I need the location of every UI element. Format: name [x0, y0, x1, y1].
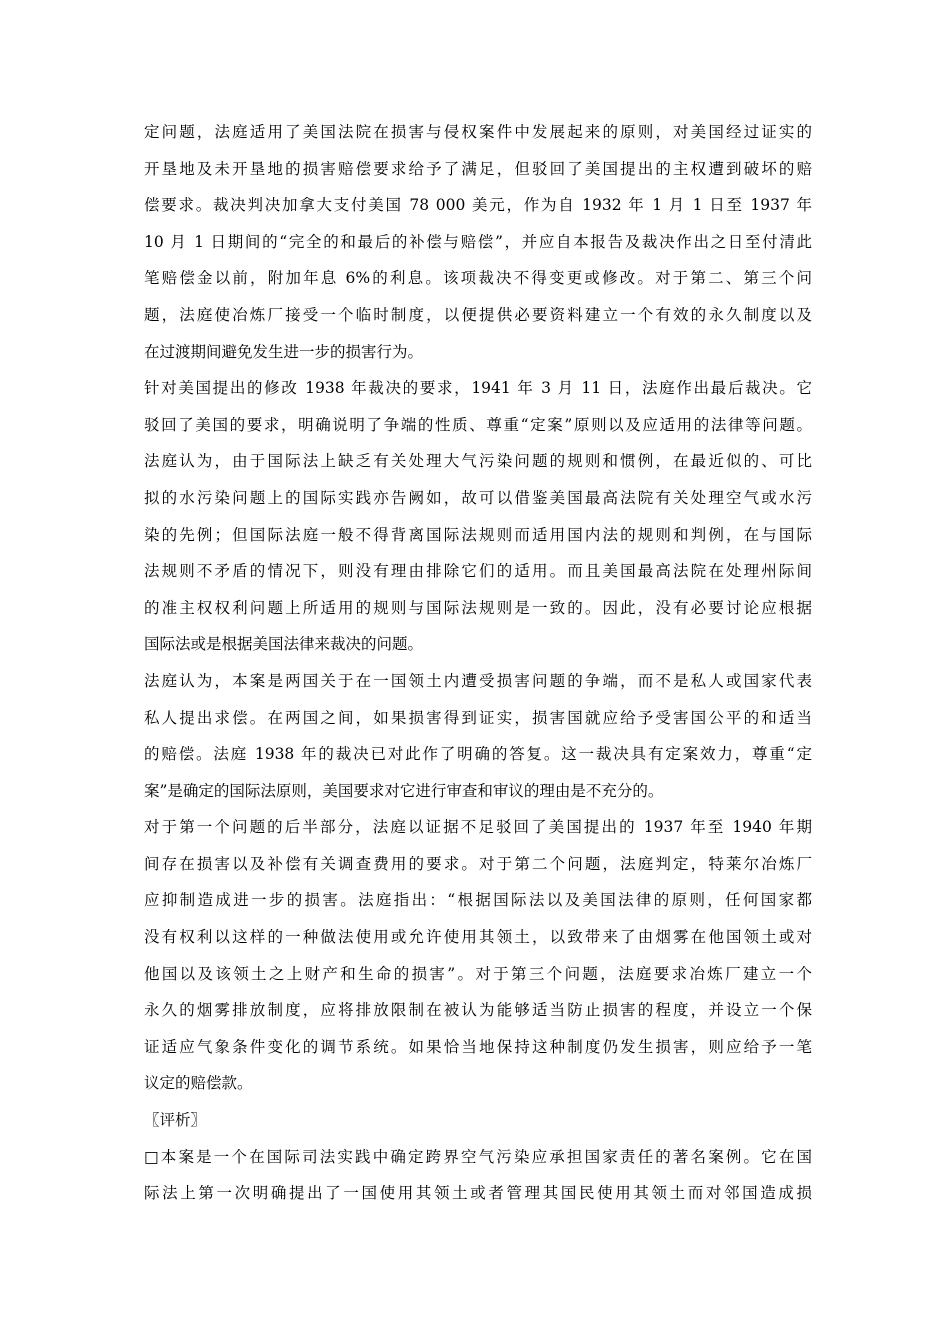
- text-line: 法庭认为，由于国际法上缺乏有关处理大气污染问题的规则和惯例，在最近似的、可比: [144, 452, 812, 471]
- text-line: 的准主权权利问题上所适用的规则与国际法规则是一致的。因此，没有必要讨论应根据: [144, 598, 812, 617]
- text-line: 法庭认为，本案是两国关于在一国领土内遭受损害问题的争端，而不是私人或国家代表: [144, 671, 812, 690]
- text-line: 间存在损害以及补偿有关调查费用的要求。对于第二个问题，法庭判定，特莱尔冶炼厂: [144, 854, 812, 873]
- text-line: 他国以及该领土之上财产和生命的损害”。对于第三个问题，法庭要求冶炼厂建立一个: [144, 964, 812, 983]
- text-line: 驳回了美国的要求，明确说明了争端的性质、尊重“定案”原则以及应适用的法律等问题。: [144, 415, 812, 434]
- document-body: [144, 114, 812, 1212]
- text-line: 案”是确定的国际法原则，美国要求对它进行审查和审议的理由是不充分的。: [144, 781, 664, 800]
- section-heading: 〖评析〗: [144, 1111, 207, 1130]
- text-line: 对于第一个问题的后半部分，法庭以证据不足驳回了美国提出的 1937 年至 1940 年期: [144, 818, 812, 837]
- text-line: 法规则不矛盾的情况下，则没有理由排除它们的适用。而且美国最高法院在处理州际间: [144, 562, 812, 581]
- text-line: □本案是一个在国际司法实践中确定跨界空气污染应承担国家责任的著名案例。它在国: [144, 1147, 812, 1166]
- text-line: 的赔偿。法庭 1938 年的裁决已对此作了明确的答复。这一裁决具有定案效力，尊重“定: [144, 745, 812, 764]
- text-line: 议定的赔偿款。: [144, 1074, 253, 1093]
- text-line: 偿要求。裁决判决加拿大支付美国 78 000 美元，作为自 1932 年 1 月 1 日至 1937 年: [144, 196, 812, 215]
- text-line: 应抑制造成进一步的损害。法庭指出：“根据国际法以及美国法律的原则，任何国家都: [144, 891, 812, 910]
- text-line: 证适应气象条件变化的调节系统。如果恰当地保持这种制度仍发生损害，则应给予一笔: [144, 1037, 812, 1056]
- text-line: 定问题，法庭适用了美国法院在损害与侵权案件中发展起来的原则，对美国经过证实的: [144, 123, 812, 141]
- text-line: 10 月 1 日期间的“完全的和最后的补偿与赔偿”，并应自本报告及裁决作出之日至付清此: [144, 232, 812, 251]
- text-line: 笔赔偿金以前，附加年息 6%的利息。该项裁决不得变更或修改。对于第二、第三个问: [144, 269, 812, 288]
- text-line: 没有权利以这样的一种做法使用或允许使用其领土，以致带来了由烟雾在他国领土或对: [144, 928, 812, 947]
- text-line: 染的先例；但国际法庭一般不得背离国际法规则而适用国内法的规则和判例，在与国际: [144, 525, 812, 544]
- text-line: 拟的水污染问题上的国际实践亦告阙如，故可以借鉴美国最高法院有关处理空气或水污: [144, 488, 812, 507]
- text-line: 永久的烟雾排放制度，应将排放限制在被认为能够适当防止损害的程度，并设立一个保: [144, 1001, 812, 1020]
- text-line: 际法上第一次明确提出了一国使用其领土或者管理其国民使用其领土而对邻国造成损: [144, 1184, 812, 1203]
- text-line: 国际法或是根据美国法律来裁决的问题。: [144, 635, 424, 654]
- text-line: 针对美国提出的修改 1938 年裁决的要求，1941 年 3 月 11 日，法庭作出最后裁决。它: [144, 379, 812, 398]
- text-line: 开垦地及未开垦地的损害赔偿要求给予了满足，但驳回了美国提出的主权遭到破坏的赔: [144, 159, 812, 178]
- text-line: 私人提出求偿。在两国之间，如果损害得到证实，损害国就应给予受害国公平的和适当: [144, 708, 812, 727]
- text-line: 在过渡期间避免发生进一步的损害行为。: [144, 342, 424, 361]
- text-line: 题，法庭使冶炼厂接受一个临时制度，以便提供必要资料建立一个有效的永久制度以及: [144, 305, 812, 324]
